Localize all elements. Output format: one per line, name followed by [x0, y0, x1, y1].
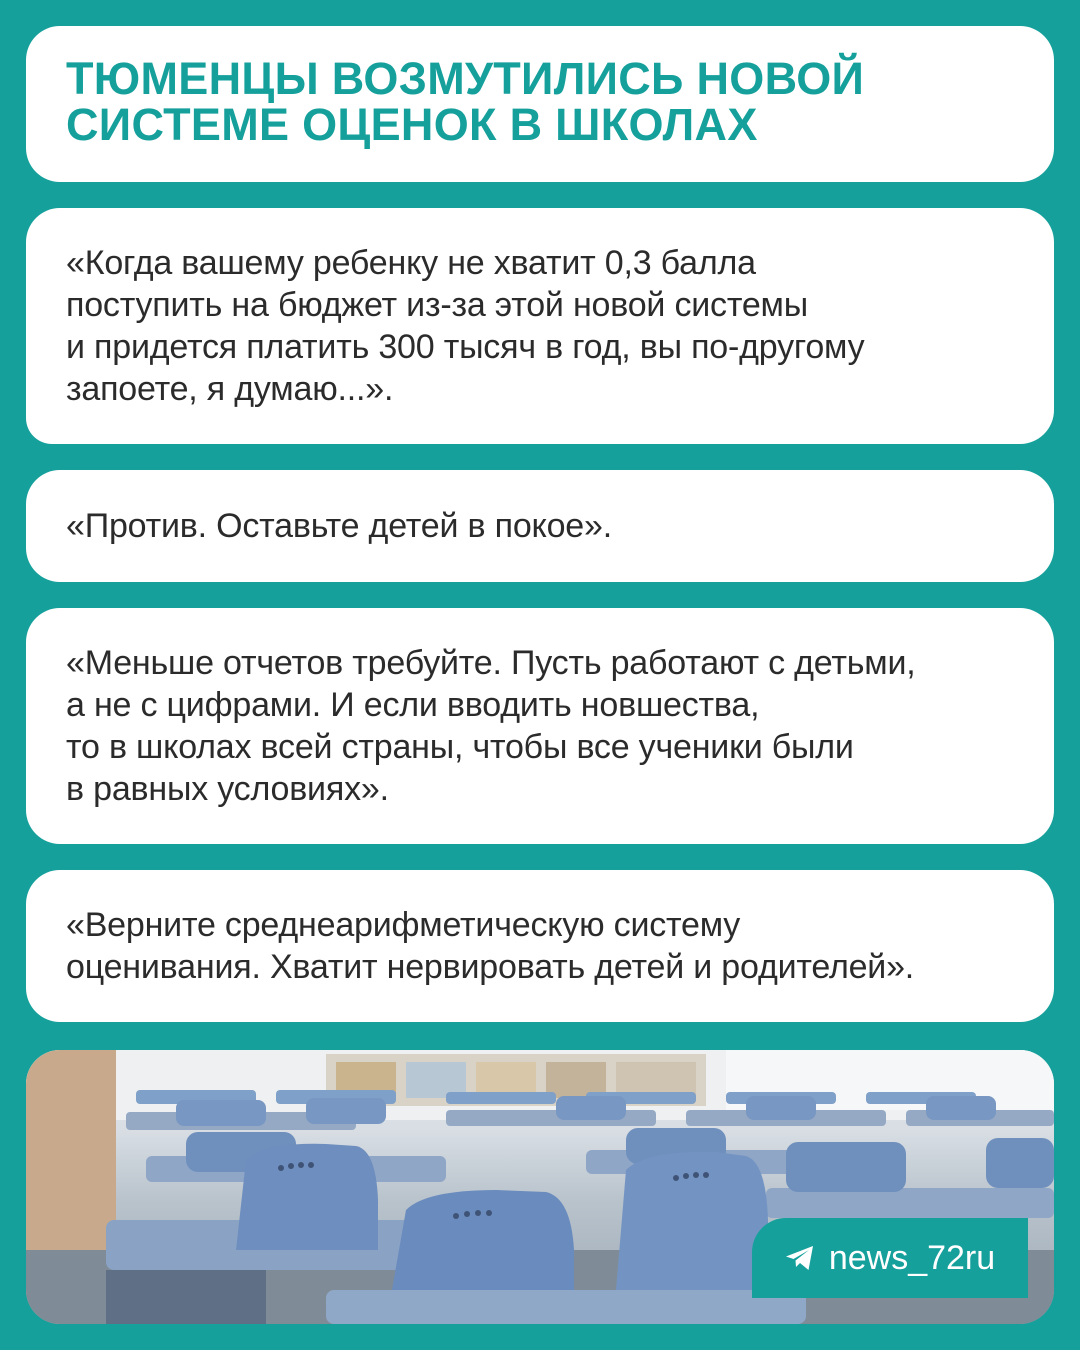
- quote-text: [66, 242, 864, 410]
- quote-line: оценивания. Хватит нервировать детей и родителей».: [66, 948, 915, 986]
- quote-card: [26, 608, 1054, 844]
- quote-line: запоете, я думаю...».: [66, 370, 394, 408]
- quote-text: [66, 904, 914, 988]
- telegram-icon: [785, 1245, 815, 1271]
- quote-card: [26, 870, 1054, 1022]
- quote-line: и придется платить 300 тысяч в год, вы по-другому: [66, 328, 865, 366]
- page-title: [66, 53, 1014, 150]
- source-label: news_72ru: [828, 1238, 996, 1277]
- quote-line: поступить на бюджет из-за этой новой системы: [66, 286, 808, 324]
- quote-line: а не с цифрами. И если вводить новшества,: [66, 686, 760, 724]
- quote-card: [26, 208, 1054, 444]
- quote-line: в равных условиях».: [66, 770, 389, 808]
- quote-line: «Против. Оставьте детей в покое».: [66, 507, 612, 545]
- quote-line: «Меньше отчетов требуйте. Пусть работают с детьми,: [66, 644, 916, 682]
- title-line: ТЮМЕНЦЫ ВОЗМУТИЛИСЬ НОВОЙ: [66, 53, 865, 104]
- source-badge[interactable]: [752, 1218, 1028, 1298]
- quote-card: [26, 470, 1054, 582]
- title-card: [26, 26, 1054, 182]
- quote-text: [66, 505, 612, 547]
- title-line: СИСТЕМЕ ОЦЕНОК В ШКОЛАХ: [66, 99, 758, 150]
- classroom-photo: [26, 1050, 1054, 1324]
- quote-line: «Когда вашему ребенку не хватит 0,3 балла: [66, 244, 756, 282]
- quote-text: [66, 642, 915, 810]
- quote-line: «Верните среднеарифметическую систему: [66, 906, 741, 944]
- quote-line: то в школах всей страны, чтобы все ученики были: [66, 728, 854, 766]
